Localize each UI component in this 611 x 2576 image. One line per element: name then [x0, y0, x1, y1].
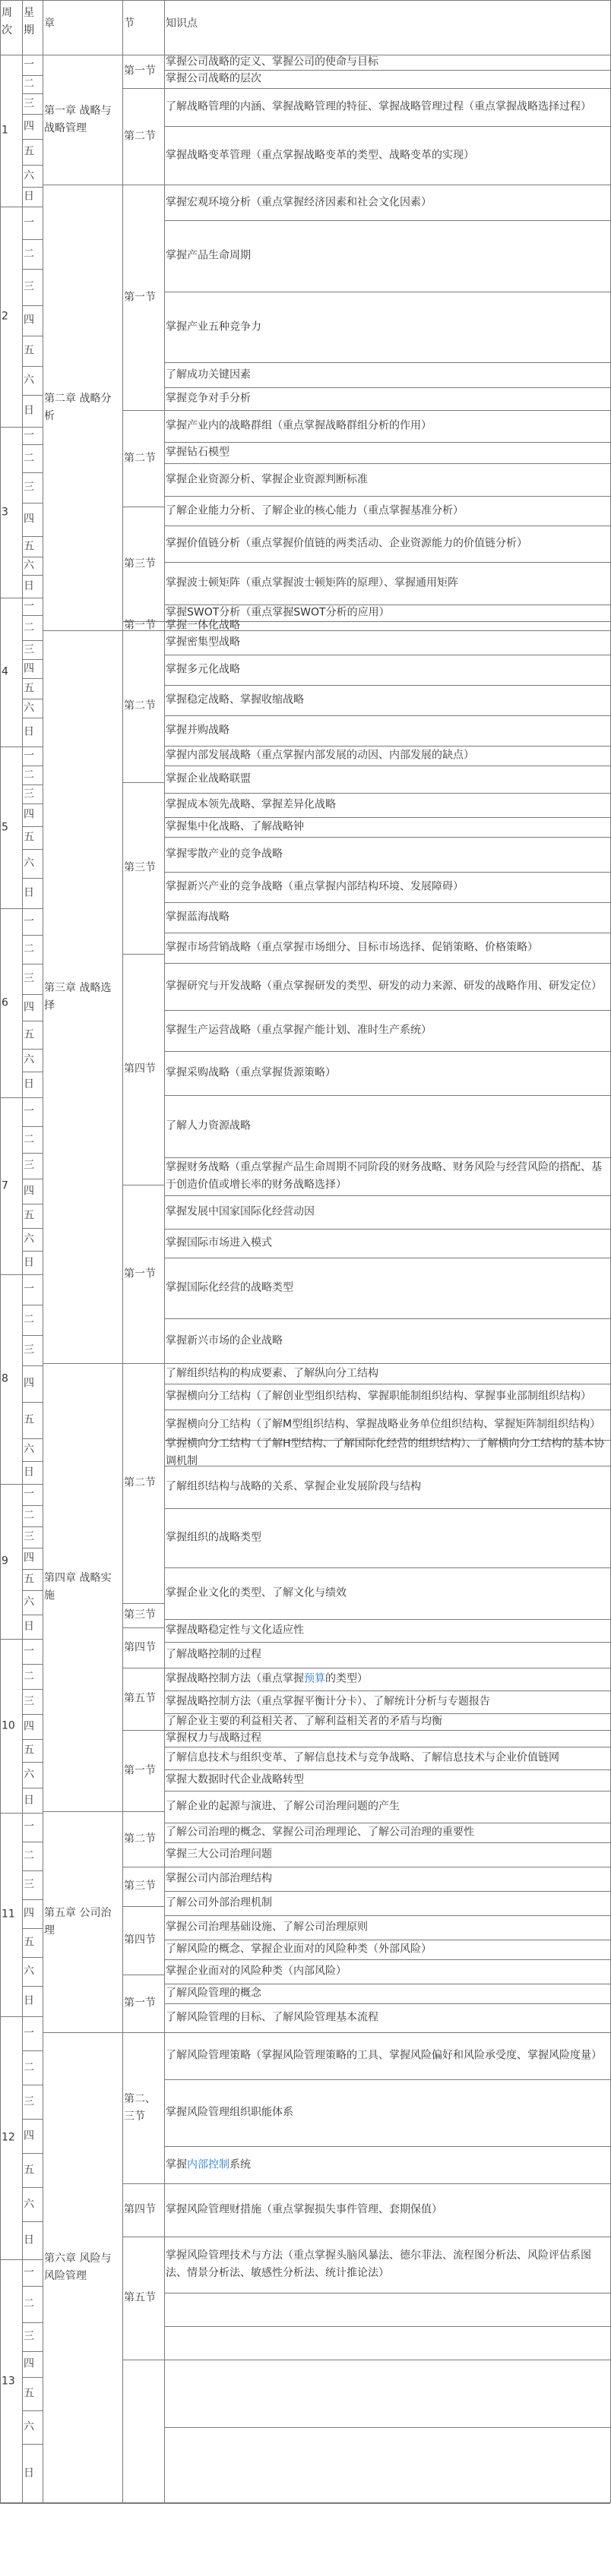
knowledge-point: 掌握成本领先战略、掌握差异化战略 — [166, 798, 336, 811]
day-label: 一 — [24, 1283, 34, 1296]
day-label: 六 — [24, 1596, 34, 1608]
knowledge-point: 掌握横向分工结构（了解创业型组织结构、掌握职能制组织结构、掌握事业部制组织结构） — [166, 1390, 591, 1403]
day-label: 三 — [24, 1159, 34, 1172]
knowledge-point: 掌握战略稳定性与文化适应性 — [166, 1624, 304, 1637]
day-label: 三 — [24, 2095, 34, 2107]
header-section: 节 — [124, 17, 135, 30]
knowledge-point: 了解成功关键因素 — [166, 368, 251, 380]
knowledge-point: 掌握生产运营战略（重点掌握产能计划、准时生产系统） — [166, 1024, 432, 1037]
day-label: 二 — [24, 2061, 34, 2073]
week-number: 1 — [2, 124, 8, 137]
section-name: 第五节 — [124, 2291, 156, 2304]
day-label: 三 — [24, 643, 34, 655]
day-label: 六 — [24, 559, 34, 572]
topic-link[interactable]: 预算 — [304, 1672, 325, 1685]
day-label: 二 — [24, 942, 34, 955]
knowledge-point: 掌握战略控制方法（重点掌握平衡计分卡）、了解统计分析与专题报告 — [166, 1695, 490, 1708]
knowledge-point: 掌握宏观环境分析（重点掌握经济因素和社会文化因素） — [166, 196, 432, 208]
section-name: 第一节 — [124, 65, 156, 77]
day-label: 五 — [24, 1413, 34, 1426]
header-week: 周次 — [2, 7, 12, 36]
day-label: 五 — [24, 344, 34, 357]
section-name: 第一节 — [124, 291, 156, 303]
section-name: 第一节 — [124, 1997, 156, 2009]
week-number: 4 — [2, 665, 8, 678]
day-label: 三 — [24, 481, 34, 494]
knowledge-point: 了解信息技术与组织变革、了解信息技术与竞争战略、了解信息技术与企业价值链网 — [166, 1751, 559, 1764]
day-label: 六 — [24, 374, 34, 387]
knowledge-point: 掌握战略控制方法（重点掌握预算的类型） — [166, 1672, 368, 1685]
day-label: 二 — [24, 769, 34, 781]
section-name: 第四节 — [124, 2203, 156, 2216]
knowledge-point: 掌握风险管理组织职能体系 — [166, 2106, 293, 2119]
week-number: 8 — [2, 1372, 8, 1385]
day-label: 日 — [24, 579, 34, 592]
day-label: 一 — [24, 2266, 34, 2278]
day-label: 日 — [24, 190, 34, 203]
day-label: 二 — [24, 1509, 34, 1522]
knowledge-point: 掌握SWOT分析（重点掌握SWOT分析的应用） — [166, 606, 390, 619]
day-label: 四 — [24, 662, 34, 674]
day-label: 六 — [24, 1443, 34, 1456]
knowledge-point: 掌握组织的战略类型 — [166, 1531, 261, 1544]
day-label: 五 — [24, 2164, 34, 2176]
week-number: 2 — [2, 310, 8, 323]
day-label: 一 — [24, 2027, 34, 2039]
knowledge-point: 了解公司治理的概念、掌握公司治理理论、了解公司治理的重要性 — [166, 1826, 474, 1839]
day-label: 四 — [24, 2129, 34, 2142]
day-label: 二 — [24, 452, 34, 464]
day-label: 四 — [24, 120, 34, 132]
week-number: 10 — [2, 1719, 15, 1732]
day-label: 三 — [24, 1530, 34, 1543]
day-label: 五 — [24, 1028, 34, 1040]
knowledge-point: 掌握公司战略的定义、掌握公司的使命与目标 — [166, 55, 378, 68]
knowledge-point: 了解组织结构与战略的关系、掌握企业发展阶段与结构 — [166, 1480, 421, 1493]
day-label: 一 — [24, 216, 34, 229]
chapter-name: 第四章 战略实施 — [44, 1572, 112, 1602]
day-label: 一 — [24, 1645, 34, 1657]
day-label: 一 — [24, 429, 34, 441]
knowledge-point: 掌握权力与战略过程 — [166, 1732, 261, 1744]
section-name: 第二节 — [124, 130, 156, 142]
knowledge-point: 掌握产业五种竞争力 — [166, 320, 261, 333]
day-label: 一 — [24, 58, 34, 71]
knowledge-point: 掌握横向分工结构（了解M型组织结构、掌握战略业务单位组织结构、掌握矩阵制组织结构） — [166, 1418, 601, 1431]
day-label: 三 — [24, 788, 34, 800]
day-label: 五 — [24, 2387, 34, 2400]
knowledge-point: 掌握新兴市场的企业战略 — [166, 1334, 283, 1346]
knowledge-point: 掌握产业内的战略群组（重点掌握战略群组分析的作用） — [166, 419, 432, 432]
day-label: 日 — [24, 2467, 34, 2480]
day-label: 五 — [24, 831, 34, 844]
header-day: 星期 — [24, 7, 34, 36]
knowledge-point: 掌握企业面对的风险种类（内部风险） — [166, 1965, 347, 1978]
knowledge-point: 掌握发展中国家国际化经营动因 — [166, 1205, 315, 1218]
day-label: 五 — [24, 1209, 34, 1222]
knowledge-point: 掌握企业资源分析、掌握企业资源判断标准 — [166, 473, 368, 485]
day-label: 三 — [24, 1878, 34, 1891]
section-name: 第三节 — [124, 861, 156, 874]
chapter-name: 第三章 战略选择 — [44, 981, 112, 1012]
day-label: 四 — [24, 1907, 34, 1920]
day-label: 四 — [24, 1001, 34, 1013]
day-label: 二 — [24, 1849, 34, 1862]
section-name: 第三节 — [124, 1608, 156, 1621]
knowledge-point: 掌握产品生命周期 — [166, 249, 251, 262]
knowledge-point: 掌握大数据时代企业战略转型 — [166, 1773, 304, 1786]
day-label: 五 — [24, 145, 34, 158]
day-label: 六 — [24, 2420, 34, 2433]
week-number: 7 — [2, 1179, 8, 1192]
topic-link[interactable]: 内部控制 — [187, 2158, 230, 2170]
section-name: 第五节 — [124, 1692, 156, 1705]
knowledge-point: 掌握竞争对手分析 — [166, 392, 251, 405]
day-label: 一 — [24, 1820, 34, 1833]
day-label: 一 — [24, 750, 34, 762]
chapter-name: 第五章 公司治理 — [44, 1906, 112, 1937]
week-number: 6 — [2, 996, 8, 1009]
day-label: 五 — [24, 1936, 34, 1949]
day-label: 日 — [24, 886, 34, 899]
day-label: 二 — [24, 2297, 34, 2310]
day-label: 六 — [24, 702, 34, 714]
day-label: 日 — [24, 404, 34, 417]
day-label: 六 — [24, 1053, 34, 1066]
day-label: 四 — [24, 314, 34, 327]
day-label: 五 — [24, 1573, 34, 1586]
week-number: 13 — [2, 2375, 15, 2387]
day-label: 一 — [24, 915, 34, 927]
day-label: 五 — [24, 1744, 34, 1757]
section-name: 第四节 — [124, 1641, 156, 1653]
day-label: 四 — [24, 1552, 34, 1564]
chapter-name: 第六章 风险与风险管理 — [44, 2252, 112, 2282]
day-label: 日 — [24, 1794, 34, 1806]
day-label: 六 — [24, 169, 34, 182]
knowledge-point: 掌握并购战略 — [166, 724, 230, 737]
knowledge-point: 掌握市场营销战略（重点掌握市场细分、目标市场选择、促销策略、价格策略） — [166, 941, 538, 954]
knowledge-point: 了解组织结构的构成要素、了解纵向分工结构 — [166, 1367, 378, 1379]
header-chapter: 章 — [44, 17, 55, 30]
day-label: 六 — [24, 1233, 34, 1245]
day-label: 四 — [24, 513, 34, 526]
chapter-name: 第一章 战略与战略管理 — [44, 104, 112, 134]
knowledge-point: 掌握密集型战略 — [166, 636, 240, 649]
day-label: 二 — [24, 1670, 34, 1682]
chapter-name: 第二章 战略分析 — [44, 392, 112, 422]
knowledge-point: 掌握战略变革管理（重点掌握战略变革的类型、战略变革的实现） — [166, 149, 474, 161]
day-label: 二 — [24, 248, 34, 260]
section-name: 第三节 — [124, 1880, 156, 1893]
day-label: 四 — [24, 2357, 34, 2370]
day-label: 二 — [24, 1313, 34, 1326]
section-name: 第一节 — [124, 1267, 156, 1280]
day-label: 一 — [24, 1105, 34, 1118]
day-label: 五 — [24, 540, 34, 552]
knowledge-point: 了解公司外部治理机制 — [166, 1896, 272, 1909]
week-number: 11 — [2, 1908, 15, 1921]
knowledge-point: 掌握企业文化的类型、了解文化与绩效 — [166, 1586, 347, 1599]
knowledge-point: 了解战略控制的过程 — [166, 1648, 261, 1661]
day-label: 六 — [24, 2198, 34, 2210]
knowledge-point: 掌握公司战略的层次 — [166, 72, 261, 85]
knowledge-point: 了解风险的概念、掌握企业面对的风险种类（外部风险） — [166, 1943, 432, 1956]
knowledge-point: 掌握国际化经营的战略类型 — [166, 1281, 293, 1294]
knowledge-point: 了解人力资源战略 — [166, 1119, 251, 1132]
knowledge-point: 了解风险管理的概念 — [166, 1987, 261, 2000]
knowledge-point: 掌握多元化战略 — [166, 663, 240, 676]
knowledge-point: 掌握新兴产业的竞争战略（重点掌握内部结构环境、发展障碍） — [166, 880, 464, 893]
knowledge-point: 掌握公司治理基础设施、了解公司治理原则 — [166, 1921, 368, 1934]
section-name: 第二节 — [124, 452, 156, 464]
knowledge-point: 掌握内部控制系统 — [166, 2158, 251, 2170]
knowledge-point: 掌握财务战略（重点掌握产品生命周期不同阶段的财务战略、财务风险与经营风险的搭配、基于创造价值或增长率的财务战略选择） — [166, 1161, 602, 1191]
section-name: 第二节 — [124, 1833, 156, 1845]
section-name: 第二、三节 — [124, 2092, 156, 2123]
day-label: 三 — [24, 1695, 34, 1707]
day-label: 三 — [24, 972, 34, 985]
section-name: 第二节 — [124, 1476, 156, 1489]
knowledge-point: 掌握价值链分析（重点掌握价值链的两类活动、企业资源能力的价值链分析） — [166, 537, 527, 550]
day-label: 三 — [24, 2330, 34, 2343]
knowledge-point: 掌握稳定战略、掌握收缩战略 — [166, 693, 304, 706]
knowledge-point: 掌握钻石模型 — [166, 446, 230, 459]
day-label: 四 — [24, 1720, 34, 1732]
day-label: 四 — [24, 808, 34, 821]
knowledge-point: 掌握研究与开发战略（重点掌握研发的类型、研发的动力来源、研发的战略作用、研发定位） — [166, 980, 602, 993]
knowledge-point: 了解风险管理策略（掌握风险管理策略的工具、掌握风险偏好和风险承受度、掌握风险度量） — [166, 2049, 602, 2062]
section-name: 第一节 — [124, 619, 156, 632]
knowledge-point: 了解企业的起源与演进、了解公司治理问题的产生 — [166, 1800, 400, 1813]
knowledge-point: 掌握蓝海战略 — [166, 911, 230, 923]
knowledge-point: 了解战略管理的内涵、掌握战略管理的特征、掌握战略管理过程（重点掌握战略选择过程） — [166, 100, 591, 113]
day-label: 日 — [24, 1466, 34, 1479]
day-label: 三 — [24, 97, 34, 109]
day-label: 二 — [24, 1133, 34, 1145]
day-label: 日 — [24, 725, 34, 738]
day-label: 日 — [24, 1256, 34, 1268]
day-label: 一 — [24, 600, 34, 612]
day-label: 二 — [24, 621, 34, 633]
knowledge-point: 掌握横向分工结构（了解H型结构、了解国际化经营的组织结构）、了解横向分工结构的基本协调机制 — [166, 1438, 605, 1467]
day-label: 一 — [24, 1488, 34, 1501]
section-name: 第四节 — [124, 1934, 156, 1946]
knowledge-point: 掌握波士顿矩阵（重点掌握波士顿矩阵的原理）、掌握通用矩阵 — [166, 576, 458, 589]
section-name: 第二节 — [124, 699, 156, 712]
knowledge-point: 掌握风险管理财措施（重点掌握损失事件管理、套期保值） — [166, 2203, 442, 2216]
knowledge-point: 掌握企业战略联盟 — [166, 772, 251, 785]
day-label: 六 — [24, 1965, 34, 1978]
day-label: 二 — [24, 77, 34, 90]
header-knowledge: 知识点 — [166, 17, 198, 30]
day-label: 六 — [24, 857, 34, 870]
day-label: 日 — [24, 1994, 34, 2007]
knowledge-point: 掌握内部发展战略（重点掌握内部发展的动因、内部发展的缺点） — [166, 749, 474, 762]
day-label: 日 — [24, 1620, 34, 1633]
week-number: 5 — [2, 821, 8, 833]
knowledge-point: 了解企业能力分析、了解企业的核心能力（重点掌握基准分析） — [166, 504, 464, 516]
knowledge-point: 掌握集中化战略、了解战略钟 — [166, 820, 304, 833]
knowledge-point: 了解企业主要的利益相关者、了解利益相关者的矛盾与均衡 — [166, 1715, 442, 1728]
day-label: 四 — [24, 1377, 34, 1390]
day-label: 三 — [24, 1343, 34, 1356]
week-number: 12 — [2, 2131, 15, 2144]
knowledge-point: 掌握三大公司治理问题 — [166, 1848, 272, 1861]
week-number: 9 — [2, 1555, 8, 1567]
knowledge-point: 掌握公司内部治理结构 — [166, 1872, 272, 1885]
knowledge-point: 掌握采购战略（重点掌握货源策略） — [166, 1066, 336, 1079]
knowledge-point: 掌握国际市场进入模式 — [166, 1236, 272, 1249]
knowledge-point: 掌握风险管理技术与方法（重点掌握头脑风暴法、德尔菲法、流程图分析法、风险评估系图法、情景分析法、敏感性分析法、统计推论法） — [166, 2249, 591, 2279]
day-label: 日 — [24, 2233, 34, 2246]
knowledge-point: 掌握零散产业的竞争战略 — [166, 848, 283, 860]
knowledge-point: 了解风险管理的目标、了解风险管理基本流程 — [166, 2011, 378, 2024]
day-label: 六 — [24, 1768, 34, 1781]
day-label: 三 — [24, 280, 34, 293]
week-number: 3 — [2, 506, 8, 518]
day-label: 五 — [24, 682, 34, 694]
section-name: 第三节 — [124, 557, 156, 570]
day-label: 四 — [24, 1185, 34, 1197]
day-label: 日 — [24, 1078, 34, 1091]
section-name: 第四节 — [124, 1062, 156, 1075]
knowledge-point: 掌握一体化战略 — [166, 619, 240, 632]
section-name: 第一节 — [124, 1764, 156, 1776]
